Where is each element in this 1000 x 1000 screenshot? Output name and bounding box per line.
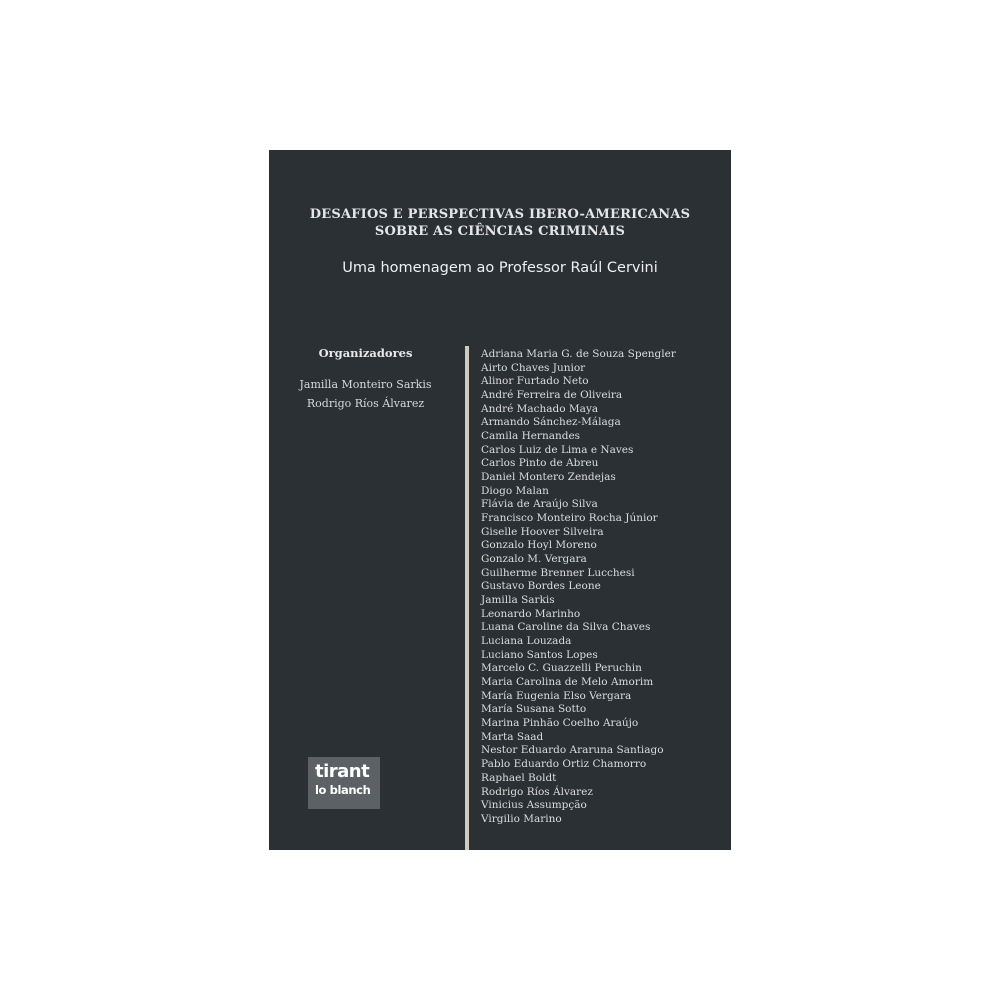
author-name: Pablo Eduardo Ortiz Chamorro — [481, 758, 647, 771]
book-cover — [269, 150, 731, 850]
book-title — [269, 206, 731, 240]
book-title-line: SOBRE AS CIÊNCIAS CRIMINAIS — [374, 224, 626, 239]
author-name: Marcelo C. Guazzelli Peruchin — [481, 662, 642, 675]
vertical-divider — [465, 346, 469, 850]
author-name: André Machado Maya — [481, 402, 599, 415]
author-name: Marta Saad — [481, 730, 544, 743]
author-name: Leonardo Marinho — [481, 607, 581, 620]
author-name: Nestor Eduardo Araruna Santiago — [481, 744, 664, 757]
publisher-logo-line1: tirant — [315, 761, 370, 782]
author-name: Airto Chaves Junior — [481, 361, 586, 374]
author-name: Carlos Luiz de Lima e Naves — [481, 443, 634, 456]
organizers-list — [269, 375, 462, 413]
author-name: Armando Sánchez-Málaga — [481, 416, 621, 429]
author-name: Giselle Hoover Silveira — [481, 525, 604, 538]
book-title-line: DESAFIOS E PERSPECTIVAS IBERO-AMERICANAS — [309, 207, 691, 222]
author-name: Jamilla Sarkis — [481, 594, 555, 607]
author-name: Luana Caroline da Silva Chaves — [481, 621, 651, 634]
organizer-name: Jamilla Monteiro Sarkis — [299, 378, 432, 391]
author-name: Camila Hernandes — [481, 430, 581, 443]
author-name: Luciana Louzada — [481, 635, 572, 648]
author-name: Flávia de Araújo Silva — [481, 498, 598, 511]
author-name: Marina Pinhão Coelho Araújo — [481, 717, 639, 730]
authors-list — [481, 348, 731, 827]
author-name: Francisco Monteiro Rocha Júnior — [481, 512, 658, 525]
author-name: Carlos Pinto de Abreu — [481, 457, 599, 470]
author-name: Daniel Montero Zendejas — [481, 471, 616, 484]
book-subtitle: Uma homenagem ao Professor Raúl Cervini — [342, 260, 658, 276]
author-name: Gonzalo Hoyl Moreno — [481, 539, 597, 552]
author-name: Luciano Santos Lopes — [481, 648, 598, 661]
author-name: Rodrigo Ríos Álvarez — [481, 785, 593, 798]
publisher-logo-line2: lo blanch — [315, 783, 371, 797]
author-name: Guilherme Brenner Lucchesi — [481, 566, 635, 579]
author-name: María Eugenia Elso Vergara — [481, 689, 632, 702]
author-name: Gustavo Bordes Leone — [481, 580, 601, 593]
author-name: André Ferreira de Oliveira — [481, 389, 623, 402]
organizers-heading: Organizadores — [318, 346, 413, 360]
author-name: Gonzalo M. Vergara — [481, 553, 587, 566]
author-name: Vinicius Assumpção — [481, 799, 587, 812]
author-name: María Susana Sotto — [481, 703, 587, 716]
author-name: Alinor Furtado Neto — [481, 375, 589, 388]
author-name: Adriana Maria G. de Souza Spengler — [481, 348, 676, 360]
author-name: Virgilio Marino — [481, 812, 562, 825]
organizer-name: Rodrigo Ríos Álvarez — [306, 397, 425, 410]
author-name: Maria Carolina de Melo Amorim — [481, 676, 654, 689]
author-name: Raphael Boldt — [481, 771, 557, 784]
publisher-logo — [308, 757, 380, 809]
author-name: Diogo Malan — [481, 484, 549, 497]
